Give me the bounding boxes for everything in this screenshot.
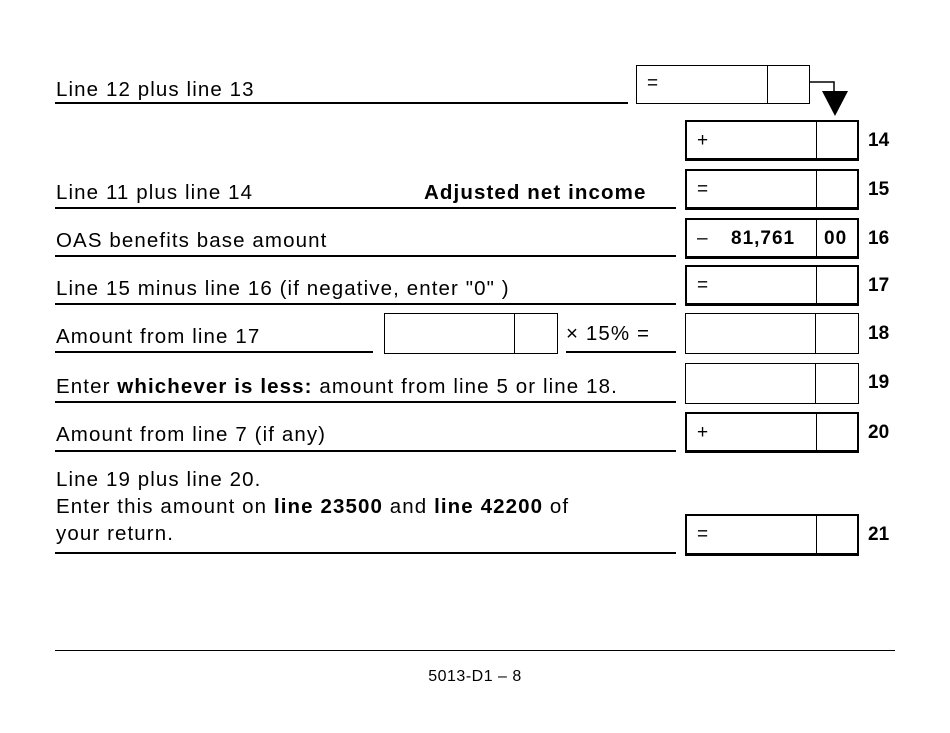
line-14-field[interactable] <box>685 120 859 161</box>
line-19-field[interactable] <box>685 363 859 404</box>
line-19-bold: whichever is less: <box>117 375 313 398</box>
line-18-rate: × 15% = <box>566 322 651 345</box>
line-21-sign: = <box>697 524 709 545</box>
line-15-rule <box>55 207 676 209</box>
line-21-text-1: Line 19 plus line 20. <box>56 468 262 491</box>
line-19-prefix: Enter <box>56 375 118 398</box>
line-18-number: 18 <box>868 323 890 344</box>
cents-divider <box>815 314 816 353</box>
cents-divider <box>816 516 817 553</box>
line-20-number: 20 <box>868 422 890 443</box>
line-17-rule <box>55 303 676 305</box>
cents-divider <box>816 220 817 256</box>
line-17-number: 17 <box>868 275 890 296</box>
line-16-sign: – <box>697 228 708 249</box>
line-16-label: OAS benefits base amount <box>56 229 328 252</box>
form-page-id: 5013-D1 – 8 <box>428 668 522 685</box>
line-21-text-2a: Enter this amount on <box>56 495 274 518</box>
line-19-label <box>56 375 618 399</box>
line-18-input-field[interactable] <box>384 313 558 354</box>
line-21-text-2e: of <box>543 495 570 518</box>
line-19-number: 19 <box>868 372 890 393</box>
line-15-field[interactable] <box>685 169 859 210</box>
cents-divider <box>767 66 768 103</box>
line-21-text-2 <box>56 495 569 519</box>
line-15-number: 15 <box>868 179 890 200</box>
line-15-label: Line 11 plus line 14 <box>56 181 254 204</box>
line-17-label: Line 15 minus line 16 (if negative, enter "0" ) <box>56 277 510 300</box>
line-23500-ref: line 23500 <box>273 495 383 518</box>
line-21-field[interactable] <box>685 514 859 556</box>
line-13-sum-rule <box>55 102 628 104</box>
cents-divider <box>816 171 817 207</box>
cents-divider <box>816 267 817 303</box>
cents-divider <box>815 364 816 403</box>
line-20-field[interactable] <box>685 412 859 453</box>
line-14-sign: + <box>697 130 709 151</box>
line-16-rule <box>55 255 676 257</box>
line-18-rule <box>55 351 373 353</box>
line-21-number: 21 <box>868 524 890 545</box>
line-20-rule <box>55 450 676 452</box>
line-15-sign: = <box>697 179 709 200</box>
line-17-sign: = <box>697 275 709 296</box>
cents-divider <box>816 122 817 158</box>
line-16-cents: 00 <box>824 228 848 249</box>
line-20-sign: + <box>697 422 709 443</box>
line-16-number: 16 <box>868 228 890 249</box>
line-13-sum-field[interactable] <box>636 65 810 104</box>
line-14-number: 14 <box>868 130 890 151</box>
line-18-rate-rule <box>566 351 676 353</box>
line-21-rule <box>55 552 676 554</box>
line-18-label: Amount from line 17 <box>56 325 261 348</box>
adjusted-net-income-label: Adjusted net income <box>424 181 647 204</box>
line-13-sum-label: Line 12 plus line 13 <box>56 78 255 101</box>
line-16-field <box>685 218 859 259</box>
line-19-suffix: amount from line 5 or line 18. <box>312 375 618 398</box>
line-16-dollars: 81,761 <box>731 228 796 249</box>
cents-divider <box>514 314 515 353</box>
footer-rule <box>55 650 895 651</box>
line-18-field[interactable] <box>685 313 859 354</box>
line-20-label: Amount from line 7 (if any) <box>56 423 327 446</box>
line-17-field[interactable] <box>685 265 859 306</box>
arrow-down-icon <box>806 74 856 120</box>
line-21-text-3: your return. <box>56 522 175 545</box>
line-42200-ref: line 42200 <box>434 495 544 518</box>
line-19-rule <box>55 401 676 403</box>
cents-divider <box>816 414 817 450</box>
line-21-text-2c: and <box>382 495 435 518</box>
line-13-sum-sign: = <box>647 73 659 94</box>
